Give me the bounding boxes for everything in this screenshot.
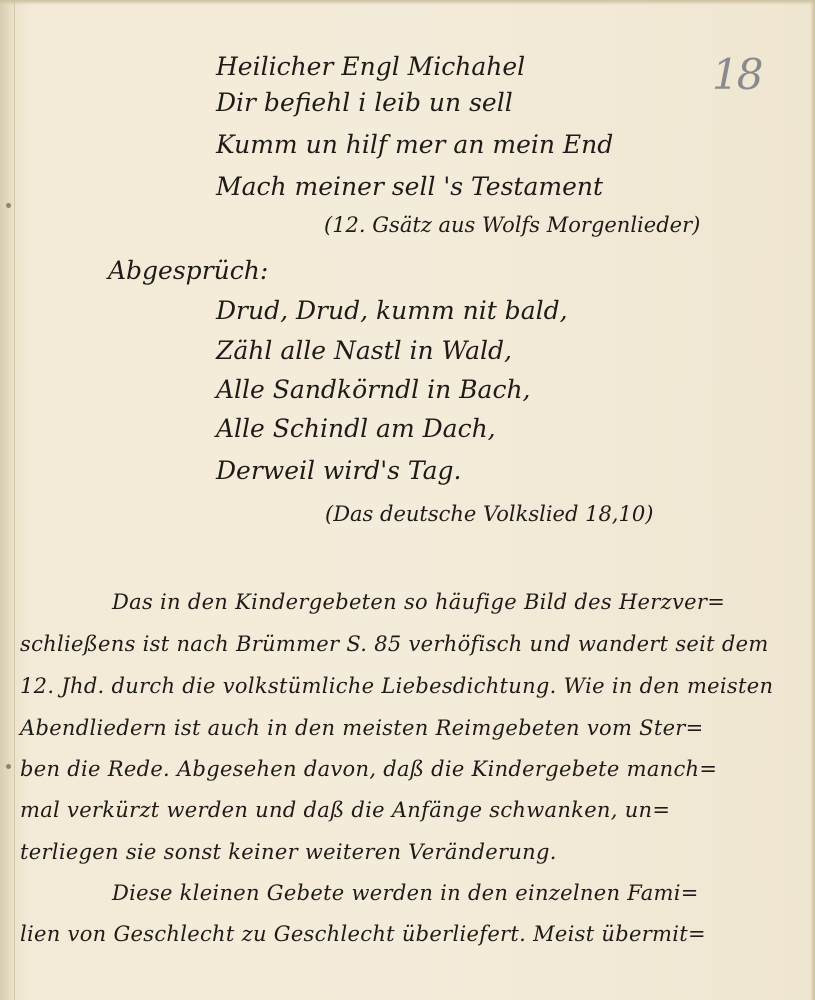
body-line-2: schließens ist nach Brümmer S. 85 verhöfisch und wandert seit dem bbox=[20, 632, 769, 656]
verse2-citation: (Das deutsche Volkslied 18,10) bbox=[325, 502, 654, 526]
verse2-line-3: Alle Sandkörndl in Bach, bbox=[216, 375, 531, 404]
binding-hole bbox=[6, 764, 11, 769]
verse2-line-4: Alle Schindl am Dach, bbox=[216, 414, 496, 443]
page-edge-top bbox=[0, 0, 815, 5]
verse1-line-1: Heilicher Engl Michahel bbox=[216, 52, 526, 81]
body-line-9: lien von Geschlecht zu Geschlecht überliefert. Meist übermit= bbox=[20, 922, 706, 946]
verse2-line-2: Zähl alle Nastl in Wald, bbox=[216, 336, 512, 365]
body-line-7: terliegen sie sonst keiner weiteren Veränderung. bbox=[20, 840, 557, 864]
verse1-line-2: Dir befiehl i leib un sell bbox=[216, 88, 513, 117]
verse2-line-1: Drud, Drud, kumm nit bald, bbox=[216, 296, 568, 325]
body-line-5: ben die Rede. Abgesehen davon, daß die Kindergebete manch= bbox=[20, 757, 718, 781]
binding-hole bbox=[6, 203, 11, 208]
page-binding bbox=[0, 0, 15, 1000]
verse2-line-5: Derweil wird's Tag. bbox=[216, 456, 462, 485]
body-line-4: Abendliedern ist auch in den meisten Reimgebeten vom Ster= bbox=[20, 716, 704, 740]
page-number: 18 bbox=[712, 50, 762, 99]
body-line-1: Das in den Kindergebeten so häufige Bild des Herzver= bbox=[112, 590, 726, 614]
body-line-6: mal verkürzt werden und daß die Anfänge schwanken, un= bbox=[20, 798, 671, 822]
body-line-8: Diese kleinen Gebete werden in den einzelnen Fami= bbox=[112, 881, 699, 905]
body-line-3: 12. Jhd. durch die volkstümliche Liebesdichtung. Wie in den meisten bbox=[20, 674, 774, 698]
verse1-line-4: Mach meiner sell 's Testament bbox=[216, 172, 604, 201]
verse1-line-3: Kumm un hilf mer an mein End bbox=[216, 130, 614, 159]
page-edge-right bbox=[810, 0, 815, 1000]
verse1-citation: (12. Gsätz aus Wolfs Morgenlieder) bbox=[324, 213, 701, 237]
section-heading: Abgesprüch: bbox=[108, 256, 269, 285]
